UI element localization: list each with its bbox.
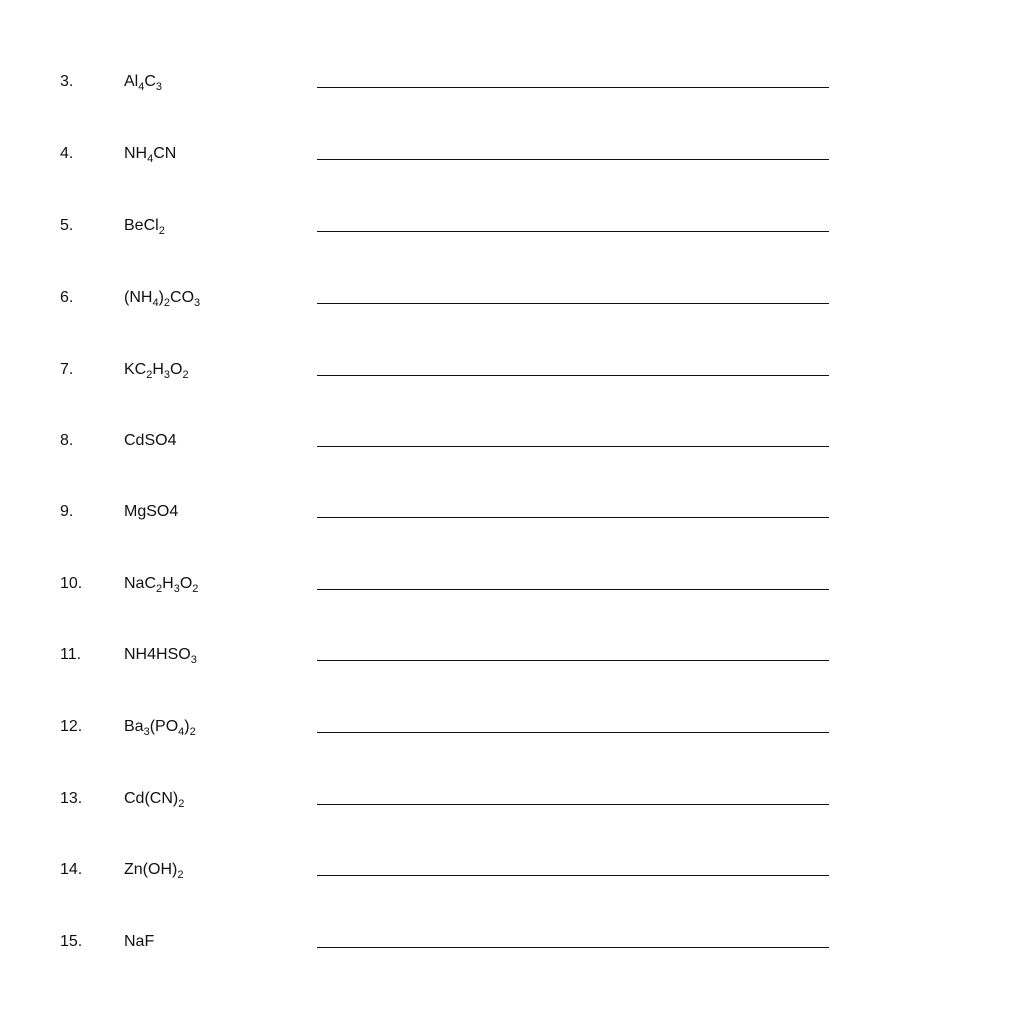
question-row: [0, 288, 1017, 328]
formula-text: CN: [153, 145, 177, 162]
answer-line[interactable]: [317, 947, 829, 948]
chemical-formula: [124, 216, 165, 236]
question-number: 8.: [60, 432, 74, 449]
question-row: [0, 789, 1017, 829]
question-number: 10.: [60, 575, 83, 592]
answer-line[interactable]: [317, 231, 829, 232]
formula-text: Cd(CN): [124, 790, 179, 807]
answer-line[interactable]: [317, 875, 829, 876]
question-row: [0, 144, 1017, 184]
formula-subscript: 2: [158, 224, 165, 237]
answer-line[interactable]: [317, 87, 829, 88]
formula-subscript: 4: [178, 725, 185, 738]
formula-subscript: 3: [143, 725, 150, 738]
formula-subscript: 4: [152, 296, 159, 309]
question-row: [0, 645, 1017, 685]
formula-text: ): [184, 718, 190, 735]
question-number: 12.: [60, 718, 83, 735]
question-number: 7.: [60, 361, 74, 378]
formula-subscript: 2: [182, 368, 189, 381]
formula-text: O: [179, 575, 193, 592]
question-row: [0, 502, 1017, 542]
formula-text: Zn(OH): [124, 861, 178, 878]
formula-subscript: 3: [163, 368, 171, 381]
chemical-formula: [124, 360, 189, 380]
answer-line[interactable]: [317, 375, 829, 376]
chemical-formula: [124, 932, 154, 952]
chemical-formula: [124, 860, 183, 880]
formula-text: H: [152, 361, 164, 378]
question-number: 14.: [60, 861, 83, 878]
formula-subscript: 2: [192, 582, 199, 595]
chemical-formula: [124, 645, 197, 665]
formula-subscript: 3: [190, 653, 197, 666]
question-row: [0, 431, 1017, 471]
question-number: 9.: [60, 503, 74, 520]
answer-line[interactable]: [317, 804, 829, 805]
question-number: 13.: [60, 790, 83, 807]
formula-subscript: 2: [178, 797, 185, 810]
answer-line[interactable]: [317, 517, 829, 518]
chemical-formula: [124, 502, 178, 522]
formula-subscript: 4: [138, 80, 145, 93]
formula-subscript: 2: [177, 868, 184, 881]
question-row: [0, 932, 1017, 972]
formula-text: CdSO4: [124, 432, 177, 449]
question-number: 3.: [60, 73, 74, 90]
question-number: 6.: [60, 289, 74, 306]
formula-text: Ba: [124, 718, 144, 735]
formula-text: BeCl: [124, 217, 159, 234]
chemical-formula: [124, 789, 184, 809]
chemical-formula: [124, 72, 162, 92]
formula-subscript: 3: [155, 80, 163, 93]
formula-text: Al: [124, 73, 139, 90]
question-row: [0, 574, 1017, 614]
question-row: [0, 717, 1017, 757]
formula-subscript: 2: [189, 725, 196, 738]
formula-text: ): [158, 289, 164, 306]
answer-line[interactable]: [317, 732, 829, 733]
formula-subscript: 4: [147, 152, 154, 165]
answer-line[interactable]: [317, 303, 829, 304]
formula-text: (PO: [149, 718, 179, 735]
answer-line[interactable]: [317, 589, 829, 590]
question-number: 4.: [60, 145, 74, 162]
formula-text: NaC: [124, 575, 157, 592]
formula-text: KC: [124, 361, 147, 378]
question-number: 11.: [60, 646, 82, 663]
formula-subscript: 3: [173, 582, 180, 595]
question-row: [0, 72, 1017, 112]
formula-text: O: [170, 361, 183, 378]
question-row: [0, 860, 1017, 900]
formula-subscript: 2: [163, 296, 171, 309]
formula-text: NH4HSO: [124, 646, 191, 663]
chemical-formula: [124, 431, 176, 451]
answer-line[interactable]: [317, 660, 829, 661]
question-number: 15.: [60, 933, 83, 950]
question-row: [0, 216, 1017, 256]
formula-text: NH: [124, 145, 148, 162]
formula-text: H: [162, 575, 174, 592]
chemical-formula: [124, 288, 200, 308]
chemical-formula: [124, 574, 198, 594]
formula-text: C: [144, 73, 156, 90]
formula-text: (NH: [124, 289, 153, 306]
formula-subscript: 3: [194, 296, 201, 309]
formula-text: NaF: [124, 933, 155, 950]
formula-text: MgSO4: [124, 503, 179, 520]
answer-line[interactable]: [317, 159, 829, 160]
chemical-formula: [124, 717, 196, 737]
formula-subscript: 2: [156, 582, 163, 595]
question-number: 5.: [60, 217, 74, 234]
question-row: [0, 360, 1017, 400]
answer-line[interactable]: [317, 446, 829, 447]
formula-text: CO: [170, 289, 195, 306]
chemical-formula: [124, 144, 176, 164]
formula-subscript: 2: [146, 368, 153, 381]
